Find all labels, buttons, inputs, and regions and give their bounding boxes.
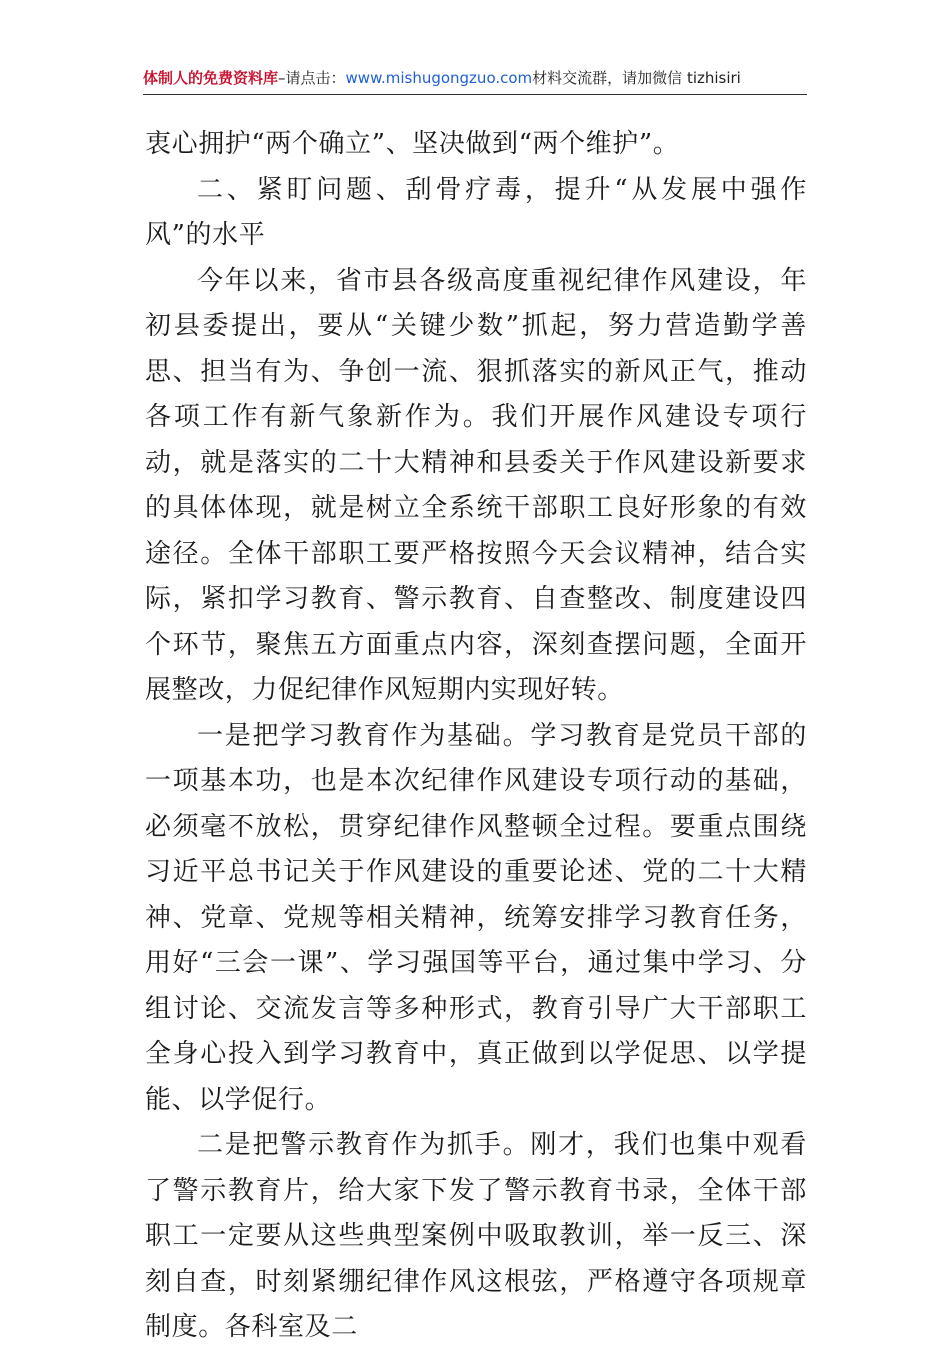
document-body <box>145 122 807 1351</box>
paragraph: 今年以来，省市县各级高度重视纪律作风建设，年初县委提出，要从“关键少数”抓起，努力营造勤学善思、担当有为、争创一流、狠抓落实的新风正气，推动各项工作有新气象新作为。我们开展作风建设专项行动，就是落实的二十大精神和县委关于作风建设新要求的具体体现，就是树立全系统干部职工良好形象的有效途径。全体干部职工要严格按照今天会议精神，结合实际，紧扣学习教育、警示教育、自查整改、制度建设四个环节，聚焦五方面重点内容，深刻查摆问题，全面开展整改，力促纪律作风短期内实现好转。 <box>145 265 807 705</box>
header-url-link[interactable]: www.mishugongzuo.com <box>345 69 533 87</box>
header-brand: 体制人的免费资料库 <box>143 69 279 87</box>
page-header <box>143 66 807 95</box>
header-contact-text: 材料交流群，请加微信 tizhisiri <box>532 69 741 87</box>
paragraph: 二是把警示教育作为抓手。刚才，我们也集中观看了警示教育片，给大家下发了警示教育书录，全体干部职工一定要从这些典型案例中吸取教训，举一反三、深刻自查，时刻紧绷纪律作风这根弦，严格遵守各项规章制度。各科室及二 <box>145 1130 807 1342</box>
section-heading: 二、紧盯问题、刮骨疗毒，提升“从发展中强作风”的水平 <box>145 174 807 250</box>
paragraph: 一是把学习教育作为基础。学习教育是党员干部的一项基本功，也是本次纪律作风建设专项行动的基础，必须毫不放松，贯穿纪律作风整顿全过程。要重点围绕习近平总书记关于作风建设的重要论述、党的二十大精神、党章、党规等相关精神，统筹安排学习教育任务，用好“三会一课”、学习强国等平台，通过集中学习、分组讨论、交流发言等多种形式，教育引导广大干部职工全身心投入到学习教育中，真正做到以学促思、以学提能、以学促行。 <box>145 720 807 1115</box>
paragraph-continuation: 衷心拥护“两个确立”、坚决做到“两个维护”。 <box>145 129 680 159</box>
header-separator: –请点击： <box>278 69 346 87</box>
